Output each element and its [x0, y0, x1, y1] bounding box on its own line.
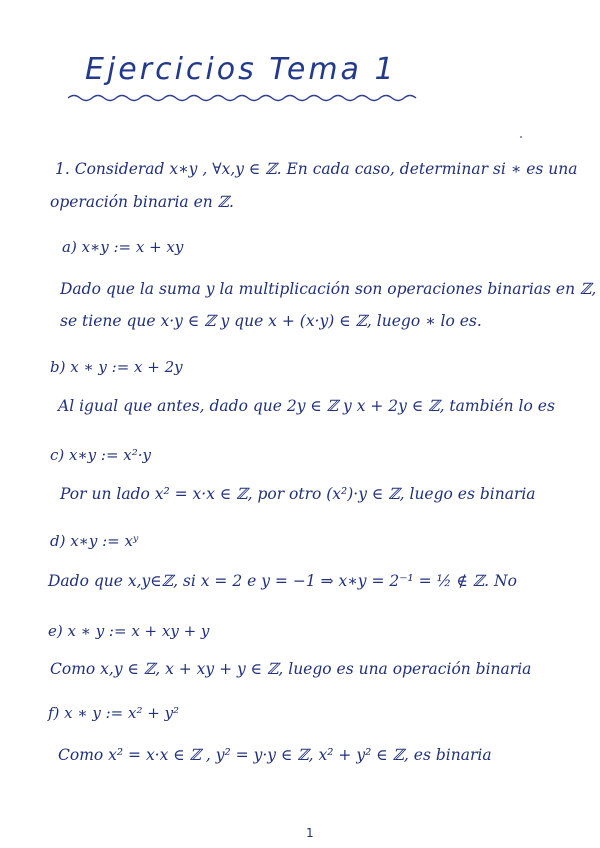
item-c-answer-1: Por un lado x² = x·x ∈ ℤ, por otro (x²)·y ∈ ℤ, luego es binaria — [60, 485, 536, 503]
question-line-1: 1. Considerad x∗y , ∀x,y ∈ ℤ. En cada caso, determinar si ∗ es una — [55, 160, 578, 178]
item-f-label: f) x ∗ y := x² + y² — [48, 704, 180, 722]
item-a-answer-2: se tiene que x·y ∈ ℤ y que x + (x·y) ∈ ℤ, luego ∗ lo es. — [60, 312, 482, 330]
question-line-2: operación binaria en ℤ. — [50, 193, 234, 211]
item-e-label: e) x ∗ y := x + xy + y — [48, 622, 210, 640]
item-d-label: d) x∗y := xʸ — [50, 532, 139, 550]
item-d-answer-1: Dado que x,y∈ℤ, si x = 2 e y = −1 ⇒ x∗y = 2⁻¹ = ½ ∉ ℤ. No — [48, 572, 517, 590]
item-a-label: a) x∗y := x + xy — [62, 238, 184, 256]
item-b-answer-1: Al igual que antes, dado que 2y ∈ ℤ y x + 2y ∈ ℤ, también lo es — [58, 397, 555, 415]
item-b-label: b) x ∗ y := x + 2y — [50, 358, 183, 376]
page-number: 1 — [306, 826, 314, 840]
page-title: Ejercicios Tema 1 — [85, 52, 397, 87]
item-e-answer-1: Como x,y ∈ ℤ, x + xy + y ∈ ℤ, luego es una operación binaria — [50, 660, 532, 678]
item-c-label: c) x∗y := x²·y — [50, 446, 152, 464]
title-underline — [68, 92, 428, 106]
ink-dot — [520, 136, 522, 138]
item-f-answer-1: Como x² = x·x ∈ ℤ , y² = y·y ∈ ℤ, x² + y² ∈ ℤ, es binaria — [58, 746, 492, 764]
item-a-answer-1: Dado que la suma y la multiplicación son operaciones binarias en ℤ, — [60, 280, 597, 298]
